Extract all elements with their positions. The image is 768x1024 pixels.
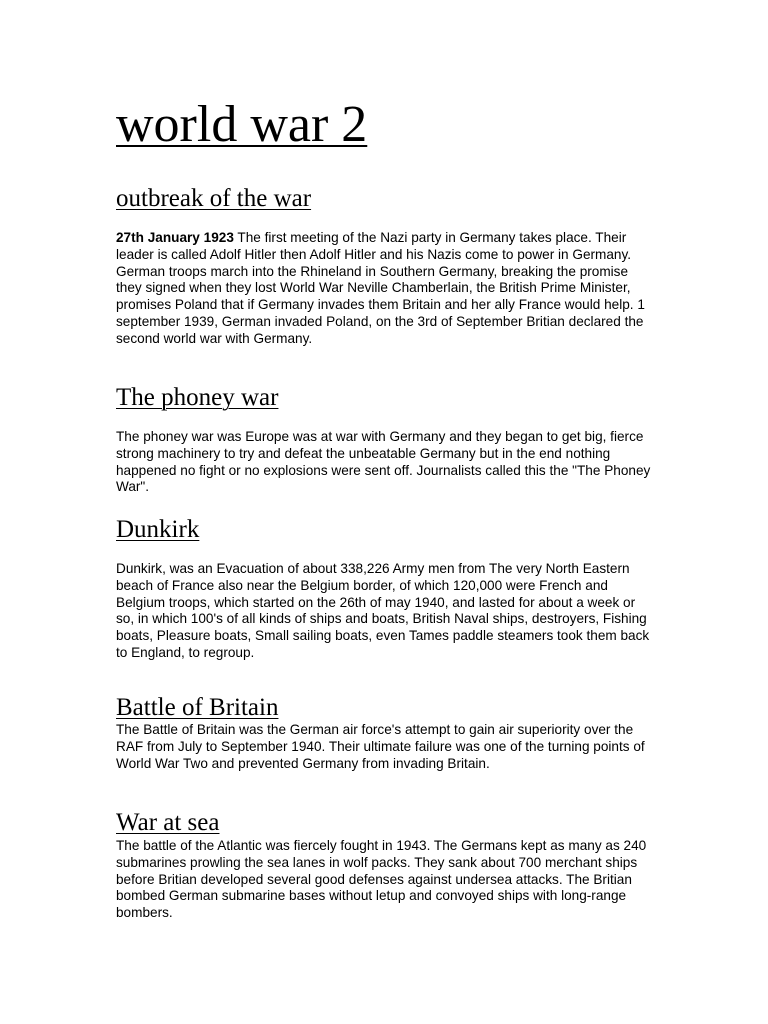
section-text: The first meeting of the Nazi party in Germany takes place. Their leader is called Adolf Hitler then Adolf Hitler and his Nazis come to power in Germany. German troops march into the Rhineland in Southern Germany, breaking the promise they signed when they lost World War Neville Chamberlain, the British Prime Minister, promises Poland that if Germany invades them Britain and her ally France would help. 1 september 1939, German invaded Poland, on the 3rd of September Britian declared the second world war with Germany. <box>116 230 645 346</box>
section-heading-dunkirk: Dunkirk <box>116 516 200 543</box>
section-body-phoney-war: The phoney war was Europe was at war with Germany and they began to get big, fierce strong machinery to try and defeat the unbeatable Germany but in the end nothing happened no fight or no explosions were sent off. Journalists called this the "The Phoney War". <box>116 429 651 495</box>
section-heading-war-at-sea: War at sea <box>116 809 220 836</box>
section-heading-outbreak: outbreak of the war <box>116 185 312 212</box>
section-body-war-at-sea: The battle of the Atlantic was fiercely fought in 1943. The Germans kept as many as 240 submarines prowling the sea lanes in wolf packs. They sank about 700 merchant ships before Britian developed several good defenses against undersea attacks. The Britian bombed German submarine bases without letup and convoyed ships with long-range bombers. <box>116 838 647 921</box>
section-heading-phoney-war: The phoney war <box>116 384 279 411</box>
section-body-dunkirk: Dunkirk, was an Evacuation of about 338,226 Army men from The very North Eastern beach of France also near the Belgium border, of which 120,000 were French and Belgium troops, which started on the 26th of may 1940, and lasted for about a week or so, in which 100's of all kinds of ships and boats, British Naval ships, destroyers, Fishing boats, Pleasure boats, Small sailing boats, even Tames paddle steamers took them back to England, to regroup. <box>116 561 650 660</box>
section-heading-battle-of-britain: Battle of Britain <box>116 694 279 721</box>
page-title: world war 2 <box>116 96 368 153</box>
section-body-battle-of-britain: The Battle of Britain was the German air force's attempt to gain air superiority over the RAF from July to September 1940. Their ultimate failure was one of the turning points of World War Two and prevented Germany from invading Britain. <box>116 722 645 771</box>
section-date: 27th January 1923 <box>116 230 234 245</box>
section-body-outbreak <box>116 230 656 348</box>
